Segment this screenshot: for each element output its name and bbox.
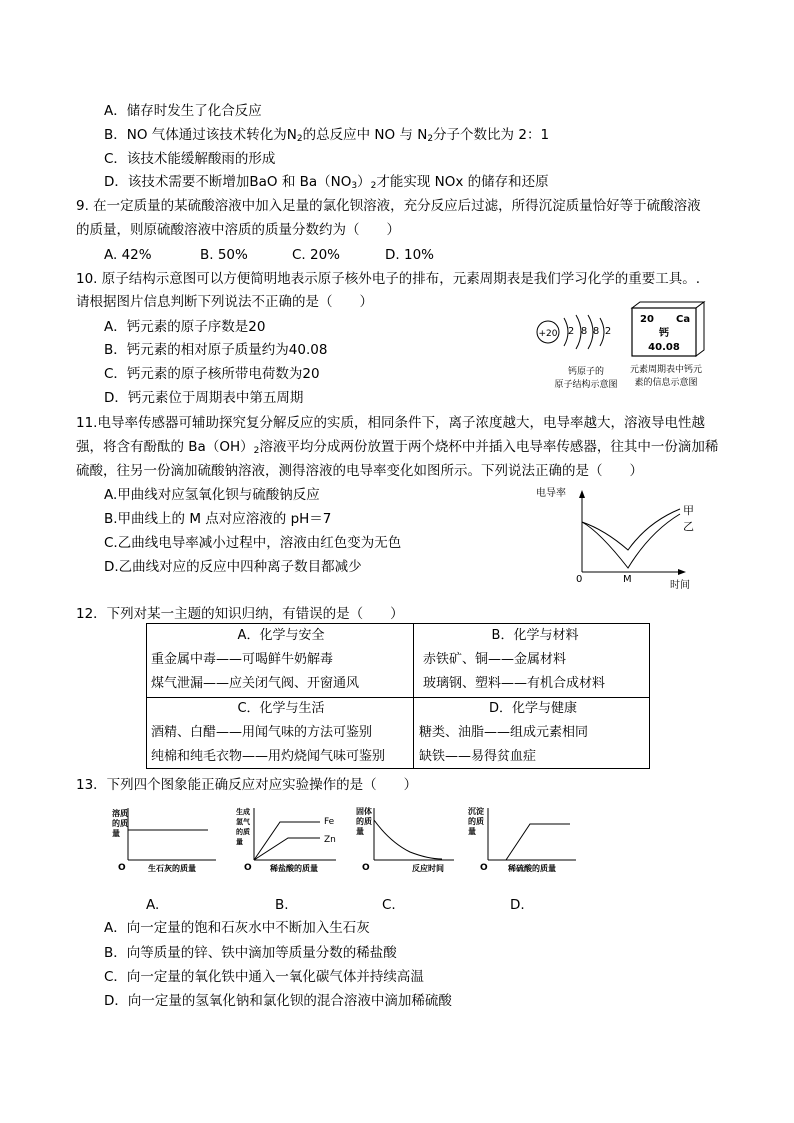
graph-a-origin: O [118, 863, 126, 873]
q13-option-b: B．向等质量的锌、铁中滴加等质量分数的稀盐酸 [104, 945, 397, 961]
q13-stem: 13．下列四个图象能正确反应对应实验操作的是（ ） [76, 777, 418, 793]
tile-top-face [632, 302, 704, 308]
cell-d-row1: 糖类、油脂——组成元素相同 [419, 725, 589, 740]
graph-b-fe-label: Fe [324, 817, 335, 827]
element-symbol: Ca [676, 314, 691, 325]
cell-c-row2: 纯棉和纯毛衣物——用灼烧闻气味可鉴别 [151, 749, 386, 764]
graph-c-letter: C. [382, 897, 396, 913]
shell-count-3: 8 [592, 326, 600, 337]
q10-stem-line1: 10. 原子结构示意图可以方便简明地表示原子核外电子的排布，元素周期表是我们学习化学的重要工具。. [76, 271, 701, 287]
graph-d-line [506, 824, 570, 860]
atom-caption-line2: 原子结构示意图 [554, 380, 618, 390]
tile-side-face [696, 302, 704, 356]
cell-b-row2: 玻璃钢、塑料——有机合成材料 [423, 676, 606, 691]
cell-b-row1: 赤铁矿、铜——金属材料 [423, 652, 567, 667]
graph-d-letter: D. [510, 897, 525, 913]
cell-a-row2: 煤气泄漏——应关闭气阀、开窗通风 [151, 676, 360, 691]
graph-b-fe-line [254, 822, 320, 860]
series-yi-label: 乙 [683, 520, 694, 533]
cell-c-row1: 酒精、白醋——用闻气味的方法可鉴别 [151, 725, 373, 740]
q13-option-c: C．向一定量的氧化铁中通入一氧化碳气体并持续高温 [104, 969, 424, 985]
q10-stem-line2: 请根据图片信息判断下列说法不正确的是（ ） [76, 294, 373, 310]
table-cell-d [419, 697, 647, 769]
q9-option-a: A. 42% [104, 247, 152, 263]
cell-d-row2: 缺铁——易得贫血症 [419, 749, 537, 764]
graph-c-curve [374, 820, 442, 859]
cell-a-title: A．化学与安全 [237, 628, 325, 643]
graph-c [350, 802, 462, 876]
graph-d-xlabel: 稀硫酸的质量 [508, 864, 556, 873]
series-yi-curve [582, 514, 680, 568]
graph-b-zn-label: Zn [324, 835, 336, 845]
graph-a [108, 804, 220, 876]
shell-arc-4 [600, 318, 604, 346]
table-cell-c [151, 697, 411, 769]
graph-b-xlabel: 稀盐酸的质量 [270, 864, 318, 873]
calcium-element-tile [618, 298, 718, 392]
graph-b [232, 802, 350, 876]
q10-option-a: A．钙元素的原子序数是20 [104, 319, 266, 335]
q10-option-b: B．钙元素的相对原子质量约为40.08 [104, 342, 328, 358]
q11-stem-line1: 11.电导率传感器可辅助探究复分解反应的实质，相同条件下，离子浓度越大，电导率越大，溶液导电性越 [76, 415, 705, 431]
graph-c-origin: O [362, 863, 370, 873]
q8-option-c: C．该技术能缓解酸雨的形成 [104, 151, 276, 167]
element-number: 20 [640, 314, 654, 325]
graph-c-xlabel: 反应时间 [412, 864, 444, 873]
point-m-label: M [623, 574, 632, 585]
y-axis-arrow [579, 490, 585, 498]
graph-a-letter: A. [146, 897, 160, 913]
element-name: 钙 [659, 328, 669, 339]
graph-d [458, 802, 584, 876]
q11-option-a: A.甲曲线对应氢氧化钡与硫酸钠反应 [104, 487, 320, 503]
q10-option-c: C．钙元素的原子核所带电荷数为20 [104, 366, 320, 382]
q9-option-d: D. 10% [385, 247, 434, 263]
graph-b-zn-line [254, 838, 320, 860]
conductivity-graph [530, 482, 710, 592]
nucleus-charge: +20 [538, 329, 558, 339]
x-axis-arrow [678, 569, 686, 575]
q11-stem-line2: 强，将含有酚酞的 $Ba(OH)_2$溶液平均分成两份放置于两个烧杯中并插入电导率传感器，往其中一份滴加稀 [76, 439, 719, 456]
y-axis-label: 电导率 [536, 488, 566, 499]
q8-option-b: B．NO 气体通过该技术转化为$N_2$的总反应中 NO 与 $N_2$分子个数比为 2：1 [104, 127, 550, 144]
calcium-atom-structure-diagram [530, 302, 630, 390]
q11-option-b: B.甲曲线上的 M 点对应溶液的 pH＝7 [104, 511, 332, 527]
graph-b-letter: B. [275, 897, 289, 913]
q11-option-c: C.乙曲线电导率减小过程中，溶液由红色变为无色 [104, 535, 402, 551]
q12-stem: 12．下列对某一主题的知识归纳，有错误的是（ ） [76, 606, 404, 622]
series-jia-label: 甲 [683, 504, 694, 517]
cell-b-title: B．化学与材料 [491, 628, 579, 643]
q8-option-d: D．该技术需要不断增加BaO 和 $Ba(NO_3)_2$才能实现 NOx 的储存和还原 [104, 174, 549, 191]
graph-a-xlabel: 生石灰的质量 [148, 864, 196, 873]
graph-b-ylabel: 生成氢气的质量 [236, 808, 250, 846]
knowledge-table [146, 623, 650, 769]
element-mass: 40.08 [648, 342, 680, 353]
series-jia-curve [582, 509, 680, 550]
q13-option-a: A．向一定量的饱和石灰水中不断加入生石灰 [104, 920, 370, 936]
graph-a-ylabel: 溶质的质量 [112, 809, 128, 838]
q9-option-c: C. 20% [292, 247, 341, 263]
atom-caption-line1: 钙原子的 [567, 367, 605, 377]
q9-stem-line2: 的质量，则原硫酸溶液中溶质的质量分数约为（ ） [76, 222, 400, 238]
q11-option-d: D.乙曲线对应的反应中四种离子数目都减少 [104, 559, 362, 575]
element-caption-line2: 素的信息示意图 [634, 378, 698, 388]
shell-count-1: 2 [567, 326, 575, 337]
element-caption-line1: 元素周期表中钙元 [629, 365, 703, 375]
table-cell-a [151, 624, 411, 696]
cell-d-title: D．化学与健康 [488, 701, 577, 716]
cell-c-title: C．化学与生活 [237, 701, 325, 716]
graph-d-origin: O [480, 863, 488, 873]
q8-option-a: A．储存时发生了化合反应 [104, 103, 262, 119]
q9-option-b: B. 50% [200, 247, 248, 263]
graph-b-origin: O [244, 863, 252, 873]
graph-d-ylabel: 沉淀的质量 [468, 807, 484, 836]
q9-stem-line1: 9. 在一定质量的某硫酸溶液中加入足量的氯化钡溶液，充分反应后过滤，所得沉淀质量恰好等于硫酸溶液 [76, 198, 701, 214]
cell-a-row1: 重金属中毒——可喝鲜牛奶解毒 [151, 652, 334, 667]
q11-stem-line3: 硫酸，往另一份滴加硫酸钠溶液，测得溶液的电导率变化如图所示。下列说法正确的是（ ） [76, 463, 643, 479]
origin-label: 0 [576, 574, 583, 585]
shell-count-2: 8 [580, 326, 588, 337]
x-axis-label: 时间 [670, 580, 690, 591]
table-cell-b [423, 624, 647, 696]
graph-c-ylabel: 固体的质量 [356, 807, 372, 836]
shell-count-4: 2 [604, 326, 612, 337]
q10-option-d: D．钙元素位于周期表中第五周期 [104, 390, 304, 406]
q13-option-d: D．向一定量的氢氧化钠和氯化钡的混合溶液中滴加稀硫酸 [104, 993, 452, 1009]
